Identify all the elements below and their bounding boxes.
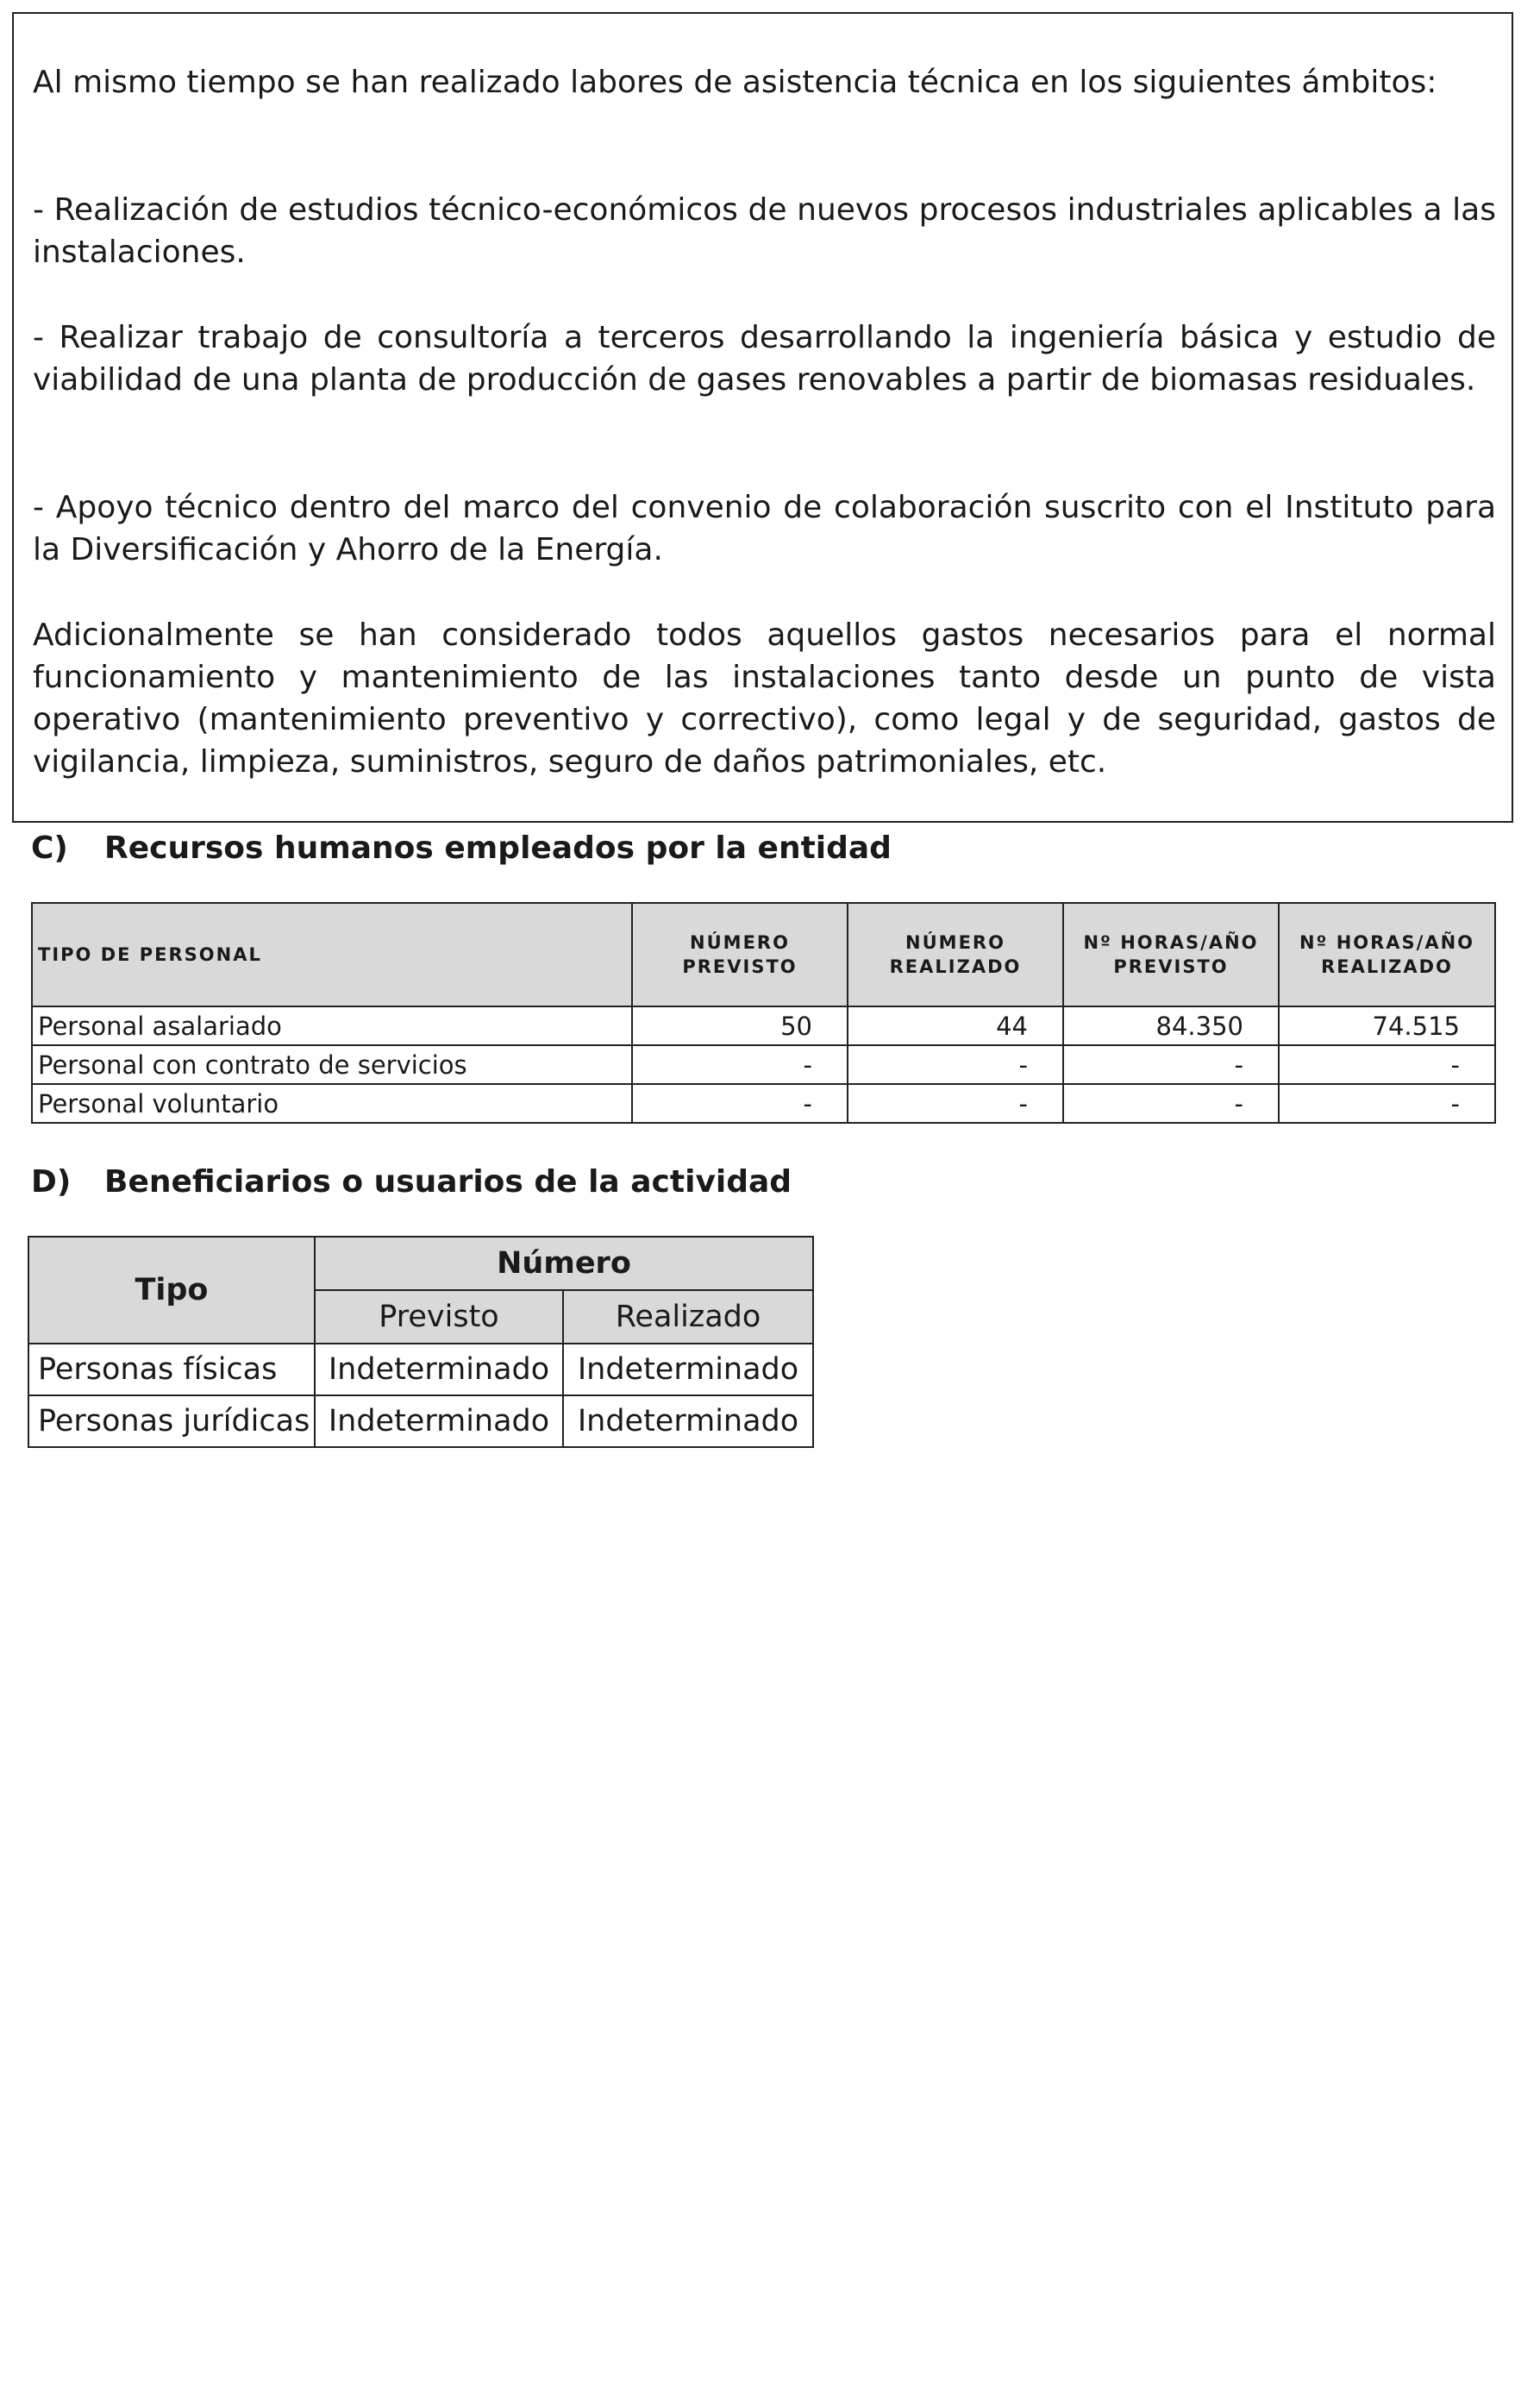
cell-numero-realizado: - xyxy=(848,1084,1063,1123)
cell-numero-previsto: 50 xyxy=(632,1006,848,1045)
beneficiaries-table xyxy=(28,1236,814,1448)
section-d-letter: D) xyxy=(31,1164,72,1200)
header-numero-previsto: NÚMERO PREVISTO xyxy=(632,903,848,1006)
header-horas-previsto: Nº HORAS/AÑO PREVISTO xyxy=(1063,903,1279,1006)
paragraph-item-3: - Apoyo técnico dentro del marco del convenio de colaboración suscrito con el Instituto para la Diversificación y Ahorro de la Energía. xyxy=(33,490,1496,567)
cell-realizado: Indeterminado xyxy=(563,1395,813,1447)
cell-horas-previsto: - xyxy=(1063,1084,1279,1123)
cell-horas-realizado: - xyxy=(1279,1045,1495,1084)
header-numero: Número xyxy=(315,1237,813,1290)
cell-numero-previsto: - xyxy=(632,1045,848,1084)
text-box xyxy=(12,12,1513,823)
header-tipo-personal: TIPO DE PERSONAL xyxy=(32,903,632,1006)
table-row xyxy=(32,1084,1495,1123)
section-c-heading xyxy=(31,830,892,868)
table-header-row xyxy=(28,1237,813,1290)
cell-realizado: Indeterminado xyxy=(563,1344,813,1395)
cell-horas-previsto: 84.350 xyxy=(1063,1006,1279,1045)
cell-horas-previsto: - xyxy=(1063,1045,1279,1084)
cell-numero-realizado: 44 xyxy=(848,1006,1063,1045)
section-d-heading xyxy=(31,1163,792,1201)
paragraph-additional: Adicionalmente se han considerado todos aquellos gastos necesarios para el normal funcionamiento y mantenimiento de las instalaciones tanto desde un punto de vista operativo (mantenimiento preventivo y correctivo), como legal y de seguridad, gastos de vigilancia, limpieza, suministros, seguro de daños patrimoniales, etc. xyxy=(33,617,1496,780)
table-header-row xyxy=(32,903,1495,1006)
cell-previsto: Indeterminado xyxy=(315,1395,563,1447)
section-c-title: Recursos humanos empleados por la entidad xyxy=(104,830,892,866)
table-row xyxy=(32,1045,1495,1084)
section-c-letter: C) xyxy=(31,830,68,866)
row-label: Personal asalariado xyxy=(32,1006,632,1045)
cell-numero-previsto: - xyxy=(632,1084,848,1123)
paragraph-item-2: - Realizar trabajo de consultoría a terceros desarrollando la ingeniería básica y estudio de viabilidad de una planta de producción de gases renovables a partir de biomasas residuales. xyxy=(33,320,1496,398)
cell-numero-realizado: - xyxy=(848,1045,1063,1084)
header-tipo: Tipo xyxy=(28,1237,315,1344)
header-horas-realizado: Nº HORAS/AÑO REALIZADO xyxy=(1279,903,1495,1006)
table-row xyxy=(28,1344,813,1395)
section-d-title: Beneficiarios o usuarios de la actividad xyxy=(104,1164,792,1200)
header-previsto: Previsto xyxy=(315,1290,563,1344)
row-label: Personal voluntario xyxy=(32,1084,632,1123)
row-label: Personas jurídicas xyxy=(28,1395,315,1447)
cell-horas-realizado: - xyxy=(1279,1084,1495,1123)
cell-previsto: Indeterminado xyxy=(315,1344,563,1395)
table-row xyxy=(28,1395,813,1447)
table-row xyxy=(32,1006,1495,1045)
row-label: Personas físicas xyxy=(28,1344,315,1395)
cell-horas-realizado: 74.515 xyxy=(1279,1006,1495,1045)
header-numero-realizado: NÚMERO REALIZADO xyxy=(848,903,1063,1006)
header-realizado: Realizado xyxy=(563,1290,813,1344)
paragraph-item-1: - Realización de estudios técnico-económicos de nuevos procesos industriales aplicables a las instalaciones. xyxy=(33,192,1496,270)
row-label: Personal con contrato de servicios xyxy=(32,1045,632,1084)
human-resources-table xyxy=(31,902,1496,1124)
paragraph-intro: Al mismo tiempo se han realizado labores de asistencia técnica en los siguientes ámbitos: xyxy=(33,65,1437,100)
